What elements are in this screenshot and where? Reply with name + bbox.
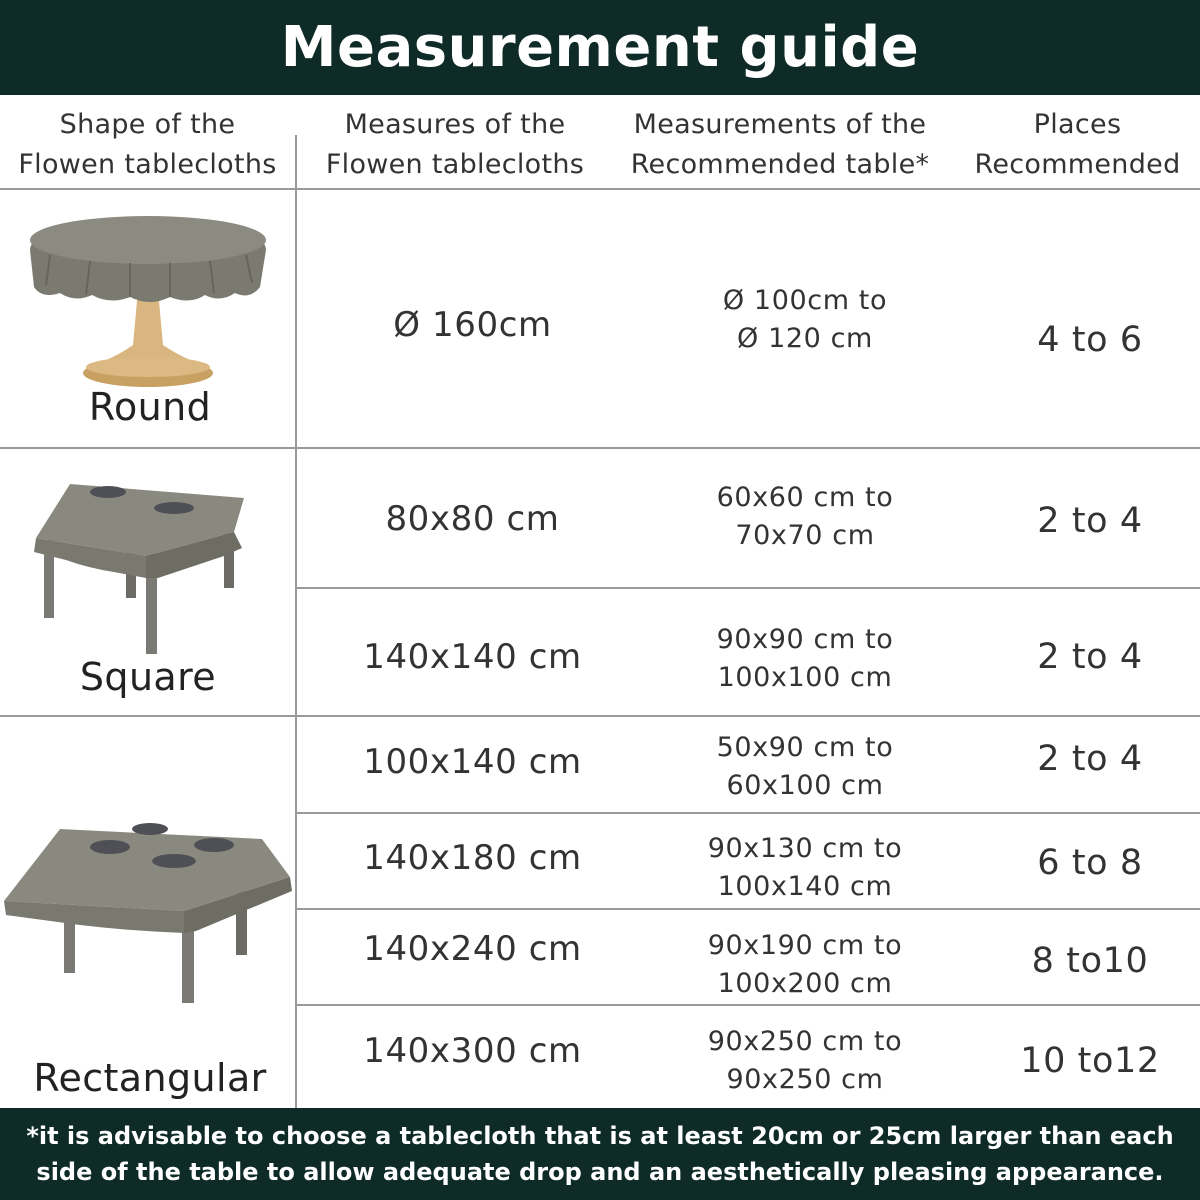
recommended-cell xyxy=(640,275,970,365)
header-recommended-line1: Measurements of the xyxy=(633,109,927,140)
recommended-cell xyxy=(640,829,970,907)
round-table-icon xyxy=(20,195,270,390)
recommended-to: 70x70 cm xyxy=(735,520,875,551)
header-measures xyxy=(300,105,610,185)
recommended-to: 100x100 cm xyxy=(717,662,893,693)
places-cell: 2 to 4 xyxy=(1037,739,1143,779)
measure-cell: Ø 160cm xyxy=(393,305,552,345)
places-cell: 2 to 4 xyxy=(1037,637,1143,677)
places-cell: 6 to 8 xyxy=(1037,843,1143,883)
shape-label-rectangular: Rectangular xyxy=(33,1056,267,1100)
row-divider xyxy=(0,447,1200,449)
shape-label-square: Square xyxy=(79,655,217,699)
header-shape-line1: Shape of the xyxy=(59,109,236,140)
header-divider xyxy=(0,188,1200,190)
places-cell: 8 to10 xyxy=(1031,941,1149,981)
measure-cell: 140x300 cm xyxy=(363,1031,582,1071)
recommended-from: 90x130 cm to xyxy=(707,833,903,864)
recommended-from: 60x60 cm to xyxy=(716,482,894,513)
header-shape xyxy=(0,105,295,185)
page-title: Measurement guide xyxy=(0,0,1200,95)
row-divider xyxy=(297,1004,1200,1006)
header-recommended-line2: Recommended table* xyxy=(630,149,930,180)
header-measures-line1: Measures of the xyxy=(344,109,566,140)
rectangular-table-icon xyxy=(0,815,295,1010)
row-divider xyxy=(297,587,1200,589)
recommended-from: Ø 100cm to xyxy=(722,285,888,316)
recommended-from: 90x250 cm to xyxy=(707,1026,903,1057)
recommended-cell xyxy=(640,620,970,698)
square-table-icon xyxy=(28,478,248,658)
recommended-cell xyxy=(640,728,970,806)
recommended-to: 100x200 cm xyxy=(717,968,893,999)
recommended-from: 50x90 cm to xyxy=(716,732,894,763)
header-places-line1: Places xyxy=(1033,109,1122,140)
recommended-cell xyxy=(640,478,970,556)
places-cell: 2 to 4 xyxy=(1037,501,1143,541)
recommended-cell xyxy=(640,926,970,1004)
recommended-to: Ø 120 cm xyxy=(737,323,873,354)
header-places xyxy=(955,105,1200,185)
row-divider xyxy=(297,908,1200,910)
header-shape-line2: Flowen tablecloths xyxy=(18,149,277,180)
recommended-from: 90x90 cm to xyxy=(716,624,894,655)
places-cell: 4 to 6 xyxy=(1037,320,1143,360)
row-divider xyxy=(0,715,1200,717)
recommended-to: 60x100 cm xyxy=(726,770,884,801)
footer-line-1: *it is advisable to choose a tablecloth that is at least 20cm or 25cm larger than each xyxy=(26,1122,1174,1150)
measure-cell: 140x140 cm xyxy=(363,637,582,677)
measure-cell: 100x140 cm xyxy=(363,742,582,782)
measure-cell: 140x180 cm xyxy=(363,838,582,878)
row-divider xyxy=(297,812,1200,814)
column-divider xyxy=(295,135,297,1108)
places-cell: 10 to12 xyxy=(1020,1041,1160,1081)
header-places-line2: Recommended xyxy=(974,149,1181,180)
recommended-cell xyxy=(640,1022,970,1100)
recommended-from: 90x190 cm to xyxy=(707,930,903,961)
header-recommended xyxy=(615,105,945,185)
recommended-to: 100x140 cm xyxy=(717,871,893,902)
footer-note xyxy=(0,1108,1200,1200)
measure-cell: 80x80 cm xyxy=(385,499,560,539)
recommended-to: 90x250 cm xyxy=(726,1064,884,1095)
measure-cell: 140x240 cm xyxy=(363,929,582,969)
shape-label-round: Round xyxy=(88,385,212,429)
header-measures-line2: Flowen tablecloths xyxy=(325,149,585,180)
footer-line-2: side of the table to allow adequate drop and an aesthetically pleasing appearance. xyxy=(36,1158,1164,1186)
